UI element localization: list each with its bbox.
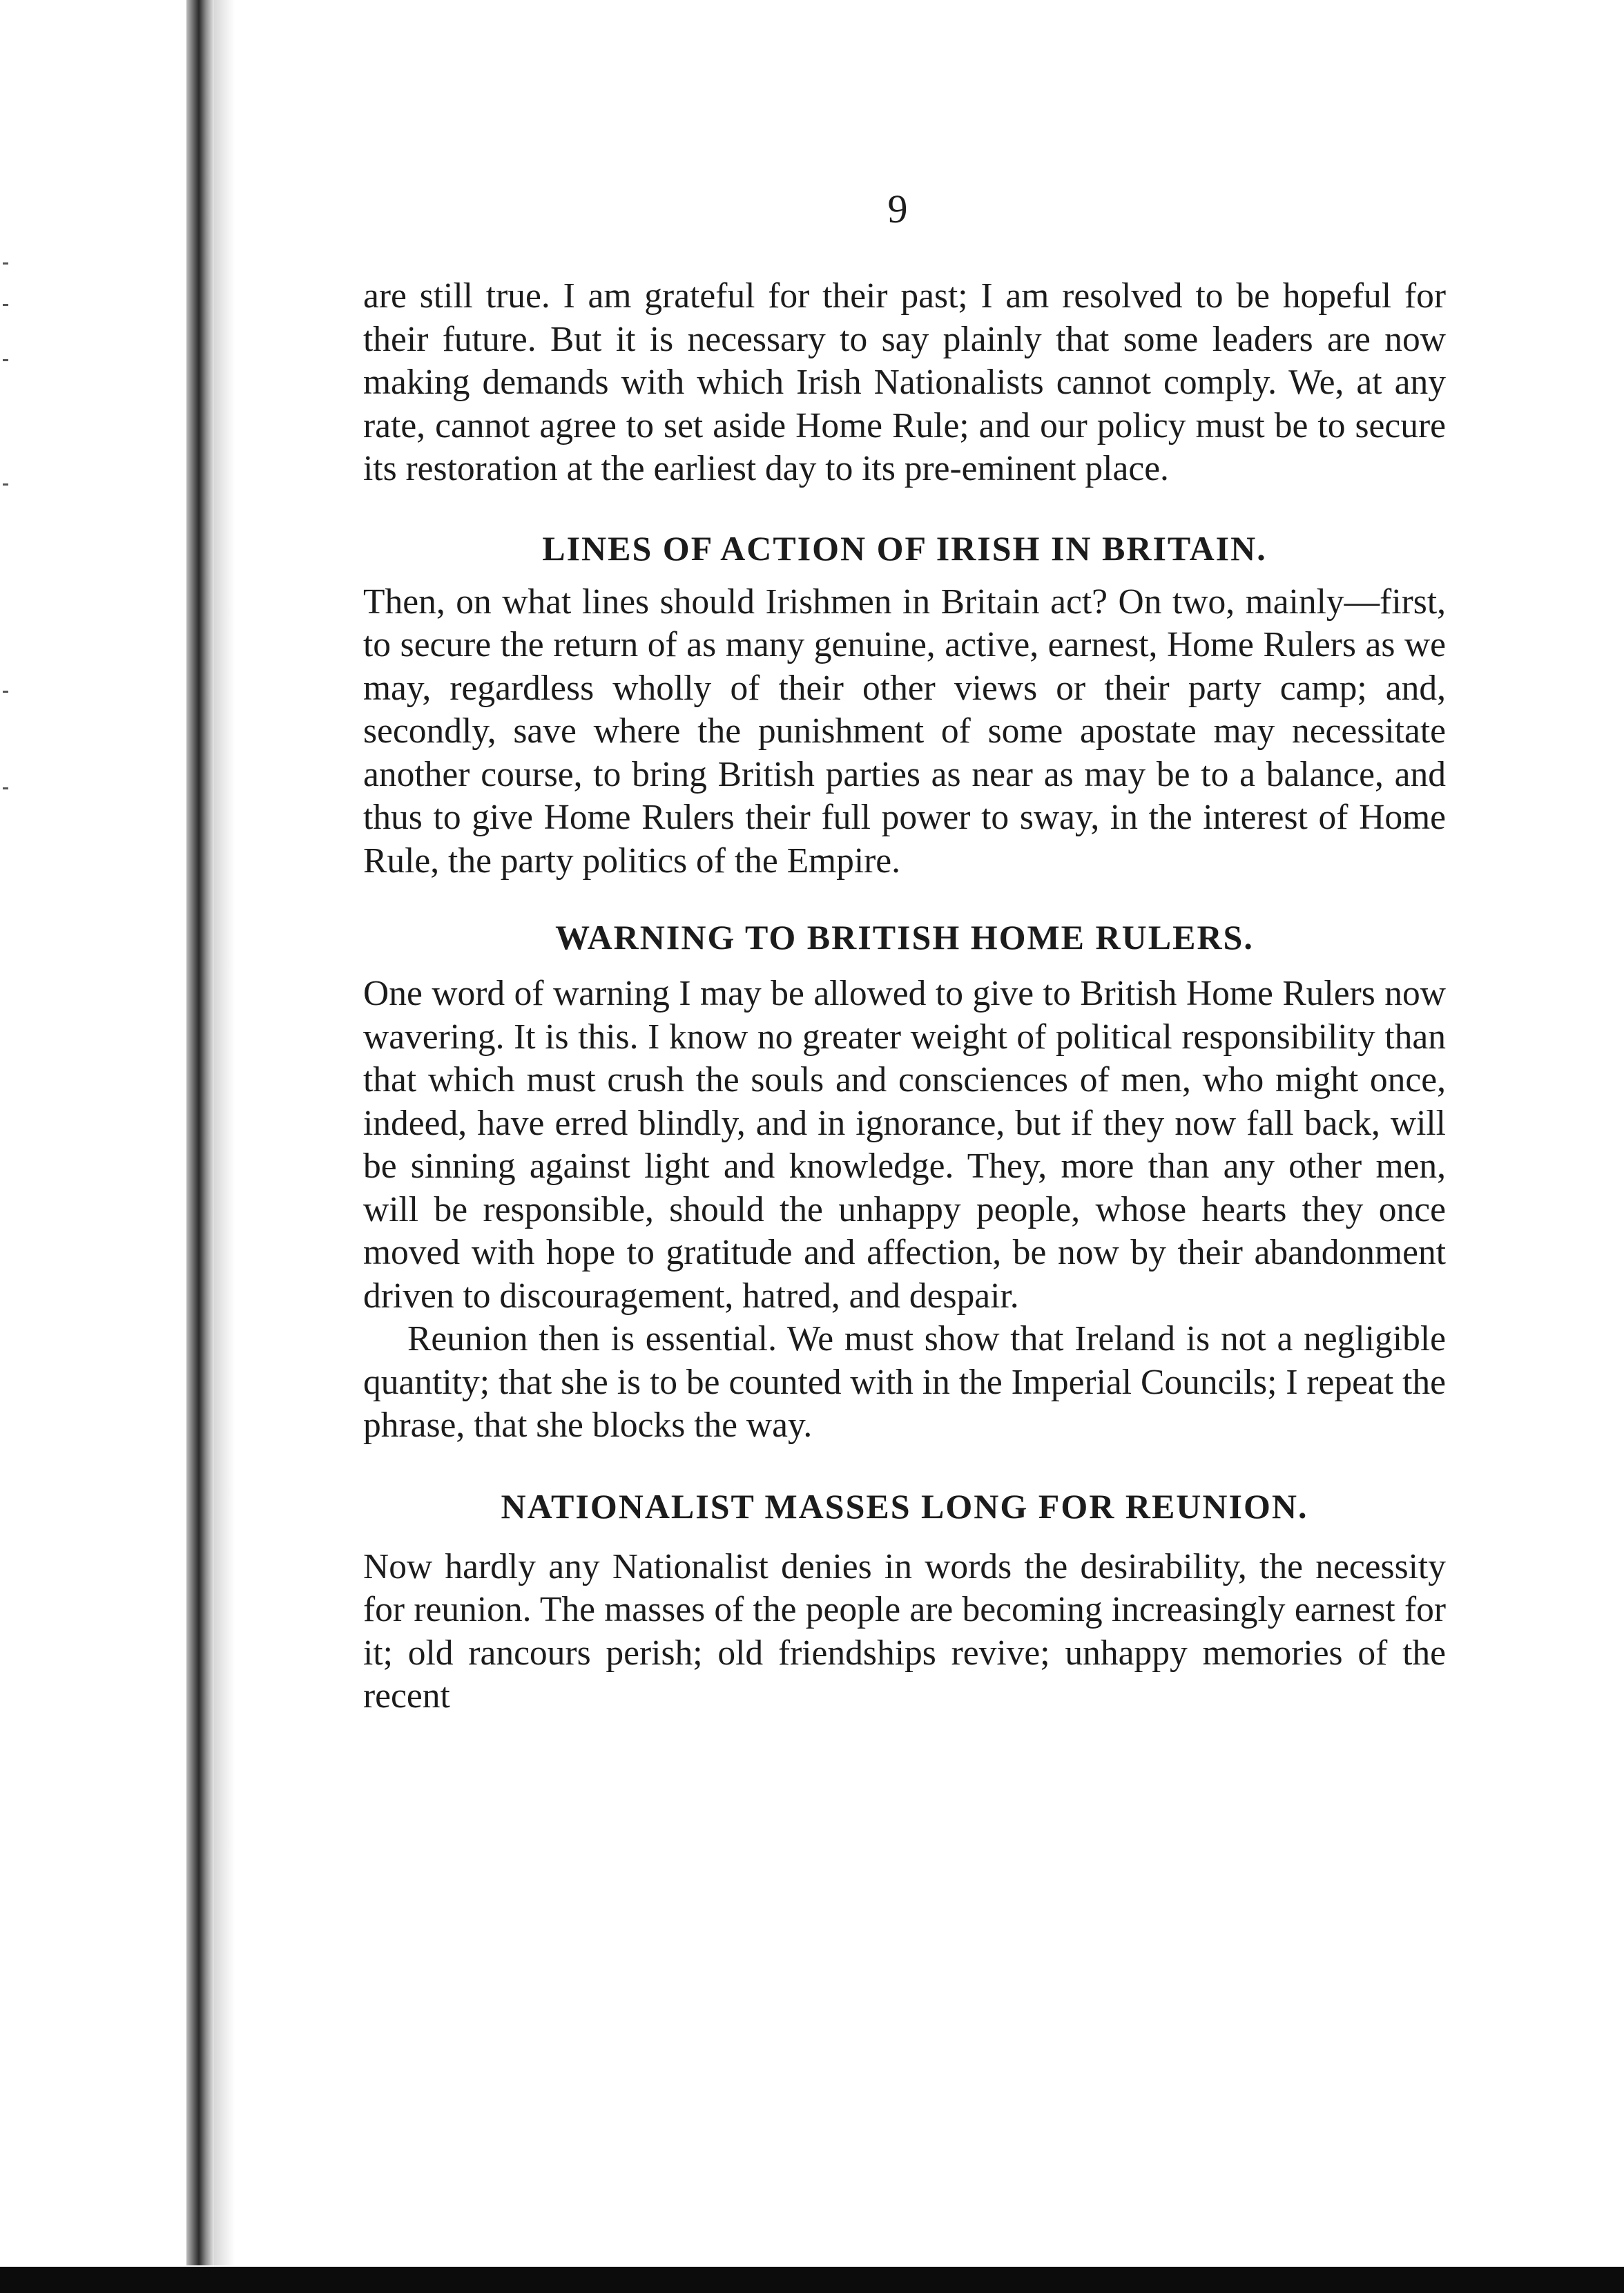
intro-paragraph: are still true. I am grateful for their past; I am resolved to be hopeful for their future. But it is necessary to say plainly that some leaders are now making demands with which Irish Nationalists cannot comply. We, at any rate, cannot agree to set aside Home Rule; and our policy must be to secure its restoration at the earliest day to its pre-eminent place. xyxy=(363,276,1446,488)
paragraph-lines-of-action: Then, on what lines should Irishmen in Britain act? On two, mainly—first, to secure the return of as many genuine, active, earnest, Home Rulers as we may, regardless wholly of their other views or their party camp; and, secondly, save where the punishment of some apostate may necessitate another course, to bring British parties as near as may be to a balance, and thus to give Home Rulers their full power to sway, in the interest of Home Rule, the party politics of the Empire. xyxy=(363,582,1446,881)
scan-bottom-edge xyxy=(0,2267,1624,2293)
margin-marks xyxy=(0,262,14,884)
section-heading-nationalist-masses: NATIONALIST MASSES LONG FOR REUNION. xyxy=(501,1486,1308,1526)
section-heading-warning: WARNING TO BRITISH HOME RULERS. xyxy=(555,918,1254,957)
page-binding-shadow xyxy=(186,0,214,2265)
section-heading-lines-of-action: LINES OF ACTION OF IRISH IN BRITAIN. xyxy=(542,528,1267,568)
page-body xyxy=(363,275,1446,1718)
binding-gradient xyxy=(214,0,235,2265)
paragraph-nationalist-masses: Now hardly any Nationalist denies in words the desirability, the necessity for reunion. The masses of the people are becoming increasingly earnest for it; old rancours perish; old friendships revive; unhappy memories of the recent xyxy=(363,1546,1446,1716)
paragraph-reunion: Reunion then is essential. We must show that Ireland is not a negligible quantity; that she is to be counted with in the Imperial Councils; I repeat the phrase, that she blocks the way. xyxy=(363,1319,1446,1445)
page-number: 9 xyxy=(887,186,908,231)
paragraph-warning: One word of warning I may be allowed to give to British Home Rulers now wavering. It is this. I know no greater weight of political responsibility than that which must crush the souls and consciences of men, who might once, indeed, have erred blindly, and in ignorance, but if they now fall back, will be sinning against light and knowledge. They, more than any other men, will be responsible, should the unhappy people, whose hearts they once moved with hope to gratitude and affection, be now by their abandonment driven to discouragement, hatred, and despair. xyxy=(363,974,1446,1316)
